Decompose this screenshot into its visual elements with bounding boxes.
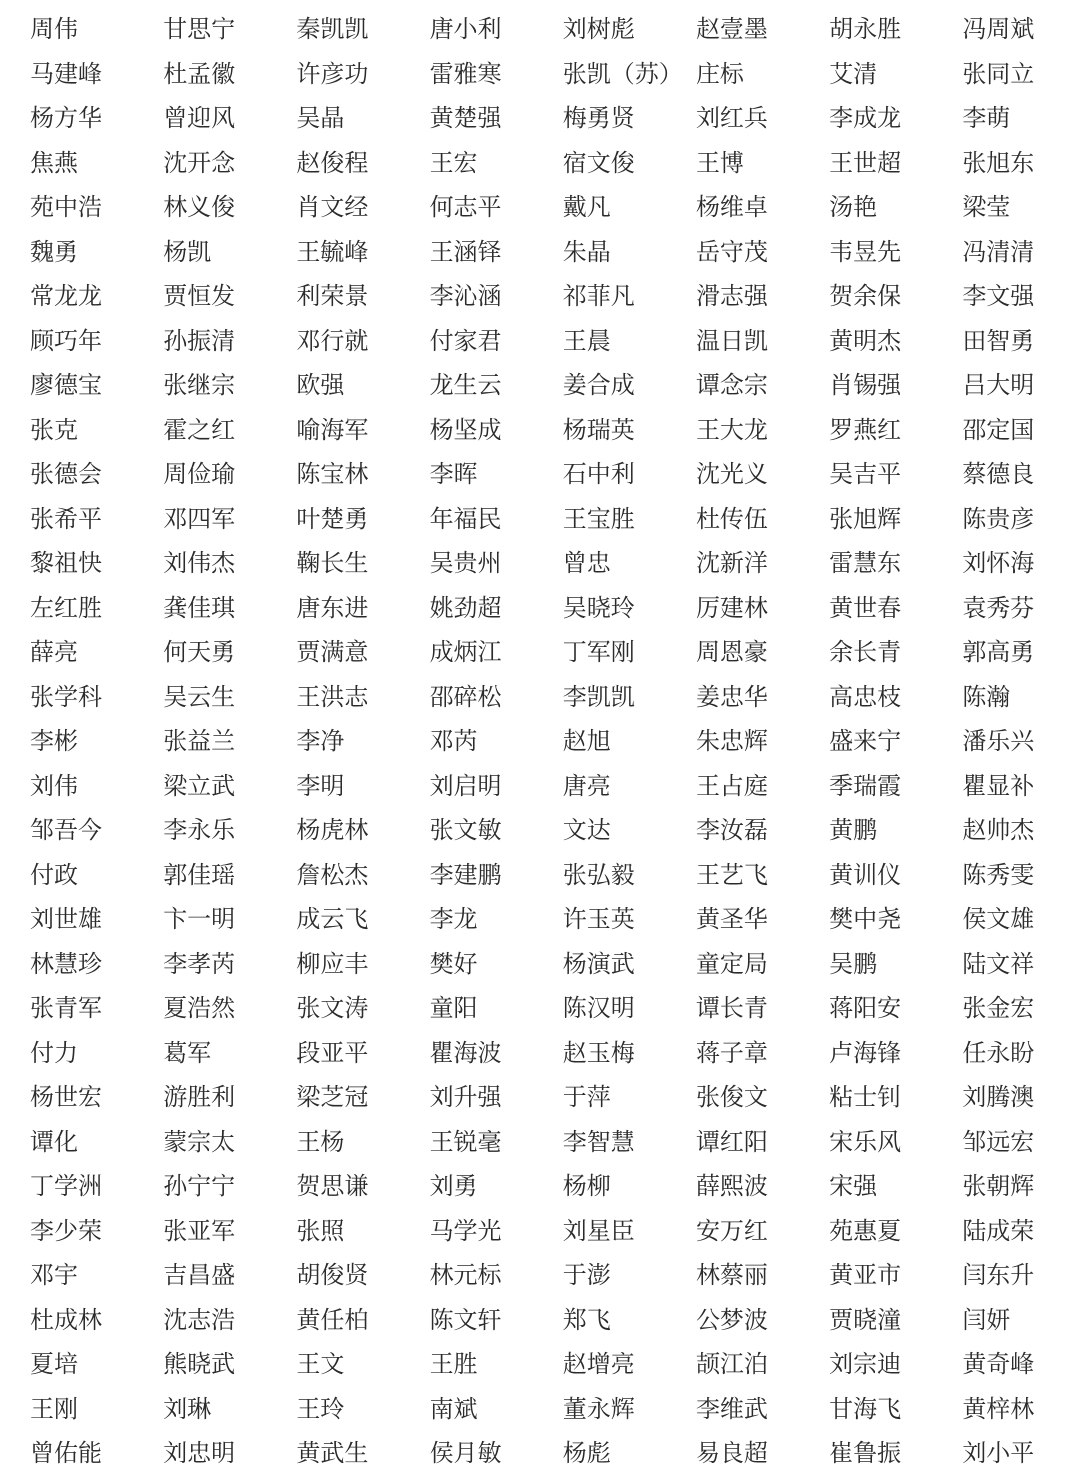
name-cell: 刘启明 [429, 771, 502, 800]
name-cell: 沈光义 [695, 460, 768, 489]
name-cell: 刘琳 [163, 1394, 212, 1423]
name-cell: 吴晶 [296, 104, 345, 133]
name-cell: 张青军 [30, 994, 102, 1023]
name-cell: 薛亮 [30, 638, 78, 667]
name-cell: 许彦功 [296, 59, 369, 88]
name-cell: 张亚军 [163, 1216, 236, 1245]
name-row [30, 1164, 1080, 1209]
name-cell: 谭念宗 [695, 371, 768, 400]
name-cell: 张金宏 [962, 994, 1035, 1023]
name-cell: 黄梓林 [962, 1394, 1035, 1423]
name-row [30, 1387, 1080, 1432]
name-cell: 梁立武 [163, 771, 236, 800]
name-cell: 韦昱先 [829, 237, 902, 266]
name-cell: 张德会 [30, 460, 102, 489]
name-row [30, 1120, 1080, 1165]
name-cell: 艾清 [829, 59, 878, 88]
name-row [30, 452, 1080, 497]
name-cell: 黄明杰 [829, 326, 902, 355]
name-cell: 闫妍 [962, 1305, 1011, 1334]
name-cell: 杨世宏 [30, 1083, 102, 1112]
name-cell: 张学科 [30, 682, 102, 711]
name-cell: 冯周斌 [962, 15, 1035, 44]
name-row [30, 1031, 1080, 1076]
name-cell: 张凯（苏） [562, 59, 683, 88]
name-cell: 沈开念 [163, 148, 236, 177]
name-cell: 刘勇 [429, 1172, 478, 1201]
name-cell: 贾晓潼 [829, 1305, 902, 1334]
name-cell: 陈汉明 [562, 994, 635, 1023]
name-cell: 张文敏 [429, 816, 502, 845]
name-cell: 赵壹墨 [695, 15, 768, 44]
name-cell: 邹远宏 [962, 1127, 1035, 1156]
name-cell: 黄训仪 [829, 860, 902, 889]
name-cell: 王锐毫 [429, 1127, 502, 1156]
name-cell: 祁菲凡 [562, 282, 635, 311]
name-cell: 陆成荣 [962, 1216, 1035, 1245]
name-cell: 葛军 [163, 1038, 212, 1067]
name-row [30, 1342, 1080, 1387]
name-cell: 杨维卓 [695, 193, 768, 222]
name-cell: 樊好 [429, 949, 478, 978]
name-cell: 汤艳 [829, 193, 878, 222]
name-cell: 姜合成 [562, 371, 635, 400]
name-cell: 何志平 [429, 193, 502, 222]
name-cell: 余长青 [829, 638, 902, 667]
name-cell: 许玉英 [562, 905, 635, 934]
name-cell: 郑飞 [562, 1305, 611, 1334]
name-cell: 季瑞霞 [829, 771, 902, 800]
name-cell: 邵碎松 [429, 682, 502, 711]
name-cell: 胡俊贤 [296, 1261, 369, 1290]
name-cell: 李成龙 [829, 104, 902, 133]
name-cell: 肖文经 [296, 193, 369, 222]
name-cell: 赵玉梅 [562, 1038, 635, 1067]
name-row [30, 497, 1080, 542]
name-cell: 柳应丰 [296, 949, 369, 978]
name-cell: 戴凡 [562, 193, 611, 222]
name-cell: 张益兰 [163, 727, 236, 756]
name-cell: 安万红 [695, 1216, 768, 1245]
name-row [30, 96, 1080, 141]
name-cell: 张克 [30, 415, 78, 444]
name-cell: 贾恒发 [163, 282, 236, 311]
name-cell: 黎祖快 [30, 549, 102, 578]
name-cell: 魏勇 [30, 237, 78, 266]
name-cell: 刘世雄 [30, 905, 102, 934]
name-cell: 邓宇 [30, 1261, 78, 1290]
name-cell: 田智勇 [962, 326, 1035, 355]
name-cell: 蒋阳安 [829, 994, 902, 1023]
name-row [30, 808, 1080, 853]
name-cell: 罗燕红 [829, 415, 902, 444]
name-cell: 林元标 [429, 1261, 502, 1290]
name-row [30, 408, 1080, 453]
name-cell: 樊中尧 [829, 905, 902, 934]
name-cell: 梁芝冠 [296, 1083, 369, 1112]
name-cell: 杨柳 [562, 1172, 611, 1201]
name-cell: 石中利 [562, 460, 635, 489]
name-cell: 黄世春 [829, 593, 902, 622]
name-cell: 陈宝林 [296, 460, 369, 489]
name-cell: 黄任柏 [296, 1305, 369, 1334]
name-cell: 李沁涵 [429, 282, 502, 311]
name-cell: 王大龙 [695, 415, 768, 444]
name-cell: 王世超 [829, 148, 902, 177]
name-cell: 王胜 [429, 1350, 478, 1379]
name-cell: 游胜利 [163, 1083, 236, 1112]
name-cell: 卞一明 [163, 905, 236, 934]
name-cell: 雷雅寒 [429, 59, 502, 88]
name-cell: 李孝芮 [163, 949, 236, 978]
name-cell: 成炳江 [429, 638, 502, 667]
name-cell: 李净 [296, 727, 345, 756]
name-cell: 刘伟杰 [163, 549, 236, 578]
name-row [30, 986, 1080, 1031]
name-cell: 张旭辉 [829, 504, 902, 533]
name-cell: 陈瀚 [962, 682, 1011, 711]
name-row [30, 1298, 1080, 1343]
name-cell: 甘海飞 [829, 1394, 902, 1423]
name-cell: 叶楚勇 [296, 504, 369, 533]
name-cell: 邓芮 [429, 727, 478, 756]
name-cell: 常龙龙 [30, 282, 102, 311]
name-cell: 王洪志 [296, 682, 369, 711]
name-cell: 张同立 [962, 59, 1035, 88]
name-cell: 黄鹏 [829, 816, 878, 845]
name-row [30, 1253, 1080, 1298]
name-cell: 瞿显补 [962, 771, 1035, 800]
name-cell: 王晨 [562, 326, 611, 355]
name-cell: 林蔡丽 [695, 1261, 768, 1290]
name-cell: 张朝辉 [962, 1172, 1035, 1201]
name-cell: 朱晶 [562, 237, 611, 266]
name-cell: 霍之红 [163, 415, 236, 444]
name-cell: 雷慧东 [829, 549, 902, 578]
name-cell: 李永乐 [163, 816, 236, 845]
name-cell: 贺余保 [829, 282, 902, 311]
name-cell: 唐东进 [296, 593, 369, 622]
name-cell: 吴鹏 [829, 949, 878, 978]
name-cell: 刘伟 [30, 771, 78, 800]
name-cell: 粘士钊 [829, 1083, 902, 1112]
name-cell: 童定局 [695, 949, 768, 978]
name-cell: 吕大明 [962, 371, 1035, 400]
name-cell: 李明 [296, 771, 345, 800]
name-grid [30, 7, 1080, 1476]
name-cell: 邓行就 [296, 326, 369, 355]
name-cell: 曾佑能 [30, 1439, 102, 1468]
name-row [30, 363, 1080, 408]
name-cell: 梅勇贤 [562, 104, 635, 133]
name-cell: 曾迎风 [163, 104, 236, 133]
name-cell: 杨坚成 [429, 415, 502, 444]
name-cell: 詹松杰 [296, 860, 369, 889]
name-cell: 李萌 [962, 104, 1011, 133]
name-cell: 吴贵州 [429, 549, 502, 578]
name-cell: 年福民 [429, 504, 502, 533]
name-cell: 唐亮 [562, 771, 611, 800]
name-cell: 王宝胜 [562, 504, 635, 533]
name-cell: 张文涛 [296, 994, 369, 1023]
name-cell: 林慧珍 [30, 949, 102, 978]
name-cell: 夏培 [30, 1350, 78, 1379]
name-cell: 陈贵彦 [962, 504, 1035, 533]
name-cell: 沈志浩 [163, 1305, 236, 1334]
name-cell: 李汝磊 [695, 816, 768, 845]
name-row [30, 52, 1080, 97]
name-cell: 陈文轩 [429, 1305, 502, 1334]
name-cell: 蔡德良 [962, 460, 1035, 489]
name-cell: 薛熙波 [695, 1172, 768, 1201]
name-row [30, 1209, 1080, 1254]
name-cell: 宿文俊 [562, 148, 635, 177]
name-cell: 杨虎林 [296, 816, 369, 845]
name-cell: 秦凯凯 [296, 15, 369, 44]
name-cell: 梁莹 [962, 193, 1011, 222]
name-cell: 黄圣华 [695, 905, 768, 934]
name-cell: 潘乐兴 [962, 727, 1035, 756]
name-cell: 李智慧 [562, 1127, 635, 1156]
name-cell: 刘忠明 [163, 1439, 236, 1468]
name-cell: 袁秀芬 [962, 593, 1035, 622]
name-cell: 陈秀雯 [962, 860, 1035, 889]
name-cell: 陆文祥 [962, 949, 1035, 978]
name-cell: 丁军刚 [562, 638, 635, 667]
name-cell: 甘思宁 [163, 15, 236, 44]
name-cell: 杨方华 [30, 104, 102, 133]
name-cell: 卢海锋 [829, 1038, 902, 1067]
name-cell: 蒋子章 [695, 1038, 768, 1067]
name-cell: 于萍 [562, 1083, 611, 1112]
name-cell: 冯清清 [962, 237, 1035, 266]
name-cell: 李文强 [962, 282, 1035, 311]
name-cell: 王文 [296, 1350, 345, 1379]
name-cell: 王宏 [429, 148, 478, 177]
name-cell: 高忠枝 [829, 682, 902, 711]
name-cell: 谭长青 [695, 994, 768, 1023]
name-cell: 贺思谦 [296, 1172, 369, 1201]
name-cell: 李建鹏 [429, 860, 502, 889]
name-cell: 王玲 [296, 1394, 345, 1423]
name-cell: 丁学洲 [30, 1172, 102, 1201]
name-cell: 任永盼 [962, 1038, 1035, 1067]
name-row [30, 230, 1080, 275]
name-row [30, 541, 1080, 586]
name-row [30, 185, 1080, 230]
name-cell: 李龙 [429, 905, 478, 934]
name-cell: 杜传伍 [695, 504, 768, 533]
name-cell: 李凯凯 [562, 682, 635, 711]
name-cell: 黄奇峰 [962, 1350, 1035, 1379]
name-cell: 吴吉平 [829, 460, 902, 489]
name-cell: 吉昌盛 [163, 1261, 236, 1290]
name-cell: 盛来宁 [829, 727, 902, 756]
name-cell: 沈新洋 [695, 549, 768, 578]
name-cell: 鞠长生 [296, 549, 369, 578]
name-cell: 邵定国 [962, 415, 1035, 444]
name-cell: 朱忠辉 [695, 727, 768, 756]
name-cell: 李维武 [695, 1394, 768, 1423]
name-cell: 夏浩然 [163, 994, 236, 1023]
name-cell: 瞿海波 [429, 1038, 502, 1067]
name-cell: 黄武生 [296, 1439, 369, 1468]
name-cell: 谭红阳 [695, 1127, 768, 1156]
name-cell: 刘腾澳 [962, 1083, 1035, 1112]
name-cell: 苑惠夏 [829, 1216, 902, 1245]
name-cell: 崔鲁振 [829, 1439, 902, 1468]
name-cell: 付政 [30, 860, 78, 889]
name-cell: 刘怀海 [962, 549, 1035, 578]
name-cell: 曾忠 [562, 549, 611, 578]
name-cell: 喻海军 [296, 415, 369, 444]
name-cell: 段亚平 [296, 1038, 369, 1067]
name-cell: 龚佳琪 [163, 593, 236, 622]
name-cell: 张继宗 [163, 371, 236, 400]
name-cell: 何天勇 [163, 638, 236, 667]
name-cell: 赵增亮 [562, 1350, 635, 1379]
name-row [30, 1075, 1080, 1120]
name-row [30, 274, 1080, 319]
name-cell: 杨演武 [562, 949, 635, 978]
name-cell: 马建峰 [30, 59, 102, 88]
name-cell: 厉建林 [695, 593, 768, 622]
name-cell: 李少荣 [30, 1216, 102, 1245]
name-cell: 黄楚强 [429, 104, 502, 133]
name-cell: 郭佳瑶 [163, 860, 236, 889]
name-cell: 庄标 [695, 59, 744, 88]
name-cell: 杜孟徽 [163, 59, 236, 88]
name-row [30, 719, 1080, 764]
name-cell: 温日凯 [695, 326, 768, 355]
name-cell: 于澎 [562, 1261, 611, 1290]
name-cell: 孙宁宁 [163, 1172, 236, 1201]
name-cell: 刘升强 [429, 1083, 502, 1112]
name-cell: 文达 [562, 816, 611, 845]
name-cell: 王杨 [296, 1127, 345, 1156]
name-cell: 姚劲超 [429, 593, 502, 622]
name-row [30, 319, 1080, 364]
name-cell: 王艺飞 [695, 860, 768, 889]
name-cell: 刘树彪 [562, 15, 635, 44]
name-cell: 杨瑞英 [562, 415, 635, 444]
name-cell: 焦燕 [30, 148, 78, 177]
name-cell: 宋乐风 [829, 1127, 902, 1156]
name-row [30, 630, 1080, 675]
name-cell: 张旭东 [962, 148, 1035, 177]
name-row [30, 675, 1080, 720]
name-cell: 付家君 [429, 326, 502, 355]
name-row [30, 764, 1080, 809]
name-cell: 王占庭 [695, 771, 768, 800]
name-cell: 熊晓武 [163, 1350, 236, 1379]
name-cell: 付力 [30, 1038, 78, 1067]
name-cell: 杜成林 [30, 1305, 102, 1334]
name-cell: 岳守茂 [695, 237, 768, 266]
name-cell: 成云飞 [296, 905, 369, 934]
name-cell: 颉江泊 [695, 1350, 768, 1379]
name-cell: 吴云生 [163, 682, 236, 711]
name-row [30, 897, 1080, 942]
name-cell: 廖德宝 [30, 371, 102, 400]
name-cell: 王刚 [30, 1394, 78, 1423]
name-cell: 张弘毅 [562, 860, 635, 889]
name-cell: 周俭瑜 [163, 460, 236, 489]
name-cell: 易良超 [695, 1439, 768, 1468]
name-cell: 王涵铎 [429, 237, 502, 266]
name-cell: 蒙宗太 [163, 1127, 236, 1156]
name-cell: 孙振清 [163, 326, 236, 355]
name-cell: 林义俊 [163, 193, 236, 222]
name-cell: 李彬 [30, 727, 78, 756]
name-cell: 宋强 [829, 1172, 878, 1201]
name-cell: 赵俊程 [296, 148, 369, 177]
name-cell: 杨凯 [163, 237, 212, 266]
name-cell: 刘宗迪 [829, 1350, 902, 1379]
name-cell: 刘星臣 [562, 1216, 635, 1245]
name-cell: 侯月敏 [429, 1439, 502, 1468]
name-cell: 公梦波 [695, 1305, 768, 1334]
name-cell: 左红胜 [30, 593, 102, 622]
name-cell: 姜忠华 [695, 682, 768, 711]
name-cell: 胡永胜 [829, 15, 902, 44]
name-cell: 黄亚市 [829, 1261, 902, 1290]
name-cell: 童阳 [429, 994, 478, 1023]
name-cell: 周恩豪 [695, 638, 768, 667]
name-cell: 吴晓玲 [562, 593, 635, 622]
name-cell: 利荣景 [296, 282, 369, 311]
name-cell: 董永辉 [562, 1394, 635, 1423]
name-cell: 王博 [695, 148, 744, 177]
name-cell: 杨彪 [562, 1439, 611, 1468]
name-cell: 贾满意 [296, 638, 369, 667]
name-cell: 龙生云 [429, 371, 502, 400]
name-row [30, 942, 1080, 987]
name-cell: 马学光 [429, 1216, 502, 1245]
name-cell: 谭化 [30, 1127, 78, 1156]
name-row [30, 586, 1080, 631]
name-row [30, 7, 1080, 52]
name-cell: 肖锡强 [829, 371, 902, 400]
name-row [30, 1431, 1080, 1476]
name-cell: 王毓峰 [296, 237, 369, 266]
name-cell: 唐小利 [429, 15, 502, 44]
name-cell: 南斌 [429, 1394, 478, 1423]
name-cell: 赵旭 [562, 727, 611, 756]
name-cell: 张希平 [30, 504, 102, 533]
name-cell: 张俊文 [695, 1083, 768, 1112]
name-cell: 李晖 [429, 460, 478, 489]
name-cell: 闫东升 [962, 1261, 1035, 1290]
name-cell: 周伟 [30, 15, 78, 44]
name-cell: 赵帅杰 [962, 816, 1035, 845]
name-row [30, 141, 1080, 186]
name-cell: 欧强 [296, 371, 345, 400]
name-cell: 顾巧年 [30, 326, 102, 355]
name-cell: 刘红兵 [695, 104, 768, 133]
name-cell: 滑志强 [695, 282, 768, 311]
name-cell: 侯文雄 [962, 905, 1035, 934]
name-row [30, 853, 1080, 898]
name-cell: 郭高勇 [962, 638, 1035, 667]
name-cell: 张照 [296, 1216, 345, 1245]
name-cell: 刘小平 [962, 1439, 1035, 1468]
name-cell: 苑中浩 [30, 193, 102, 222]
name-cell: 邓四军 [163, 504, 236, 533]
name-cell: 邹吾今 [30, 816, 102, 845]
